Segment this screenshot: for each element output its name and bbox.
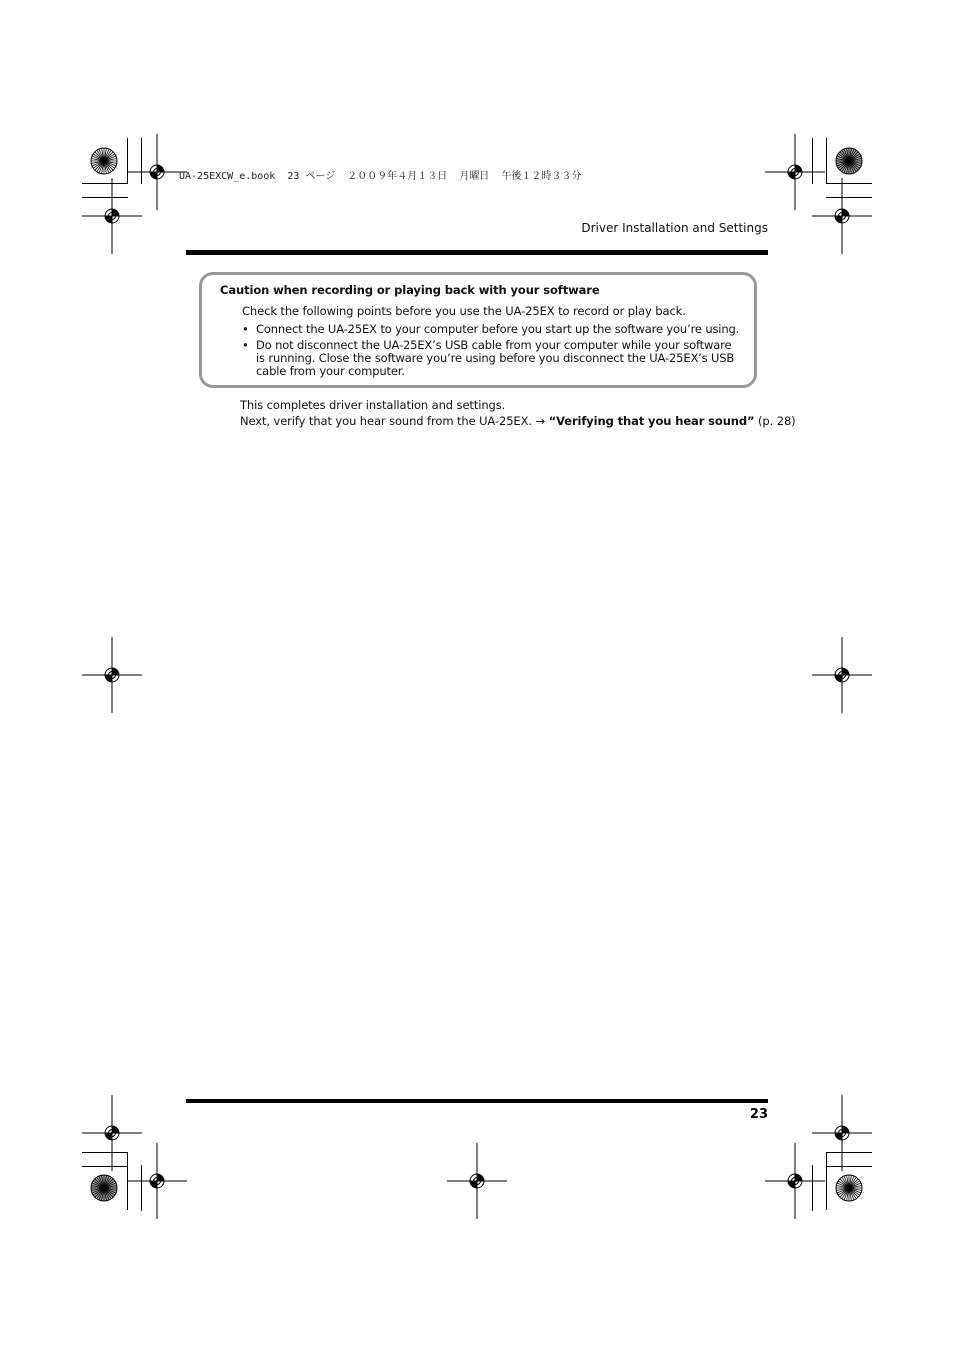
caution-box — [199, 272, 757, 388]
caution-list — [242, 323, 742, 381]
list-item — [242, 323, 742, 336]
list-item-text: Do not disconnect the UA-25EX’s USB cable from your computer while your software is running. Close the software you’re using before you disconnect the UA-25EX’s USB cable from your computer. — [256, 338, 735, 378]
body-line-2 — [240, 413, 796, 429]
footer-rule — [186, 1099, 768, 1103]
running-head: Driver Installation and Settings — [581, 221, 768, 235]
header-rule — [186, 250, 768, 255]
bullet: • — [242, 322, 249, 336]
list-item — [242, 339, 742, 378]
page-number: 23 — [749, 1107, 768, 1122]
bullet: • — [242, 338, 249, 352]
cross-reference-link[interactable]: “Verifying that you hear sound” — [548, 414, 755, 428]
page-reference: (p. 28) — [758, 414, 796, 428]
body-line-1: This completes driver installation and settings. — [240, 398, 506, 412]
body-text — [240, 397, 796, 429]
print-slug: UA-25EXCW_e.book 23 ページ ２００９年４月１３日 月曜日 午後１２時３３分 — [179, 171, 582, 182]
list-item-text: Connect the UA-25EX to your computer before you start up the software you’re using. — [256, 322, 740, 336]
body-line-2-prefix: Next, verify that you hear sound from the UA-25EX. — [240, 414, 532, 428]
caution-intro: Check the following points before you use the UA-25EX to record or play back. — [242, 304, 686, 318]
arrow-icon: → — [535, 414, 546, 428]
caution-title: Caution when recording or playing back with your software — [220, 283, 600, 297]
